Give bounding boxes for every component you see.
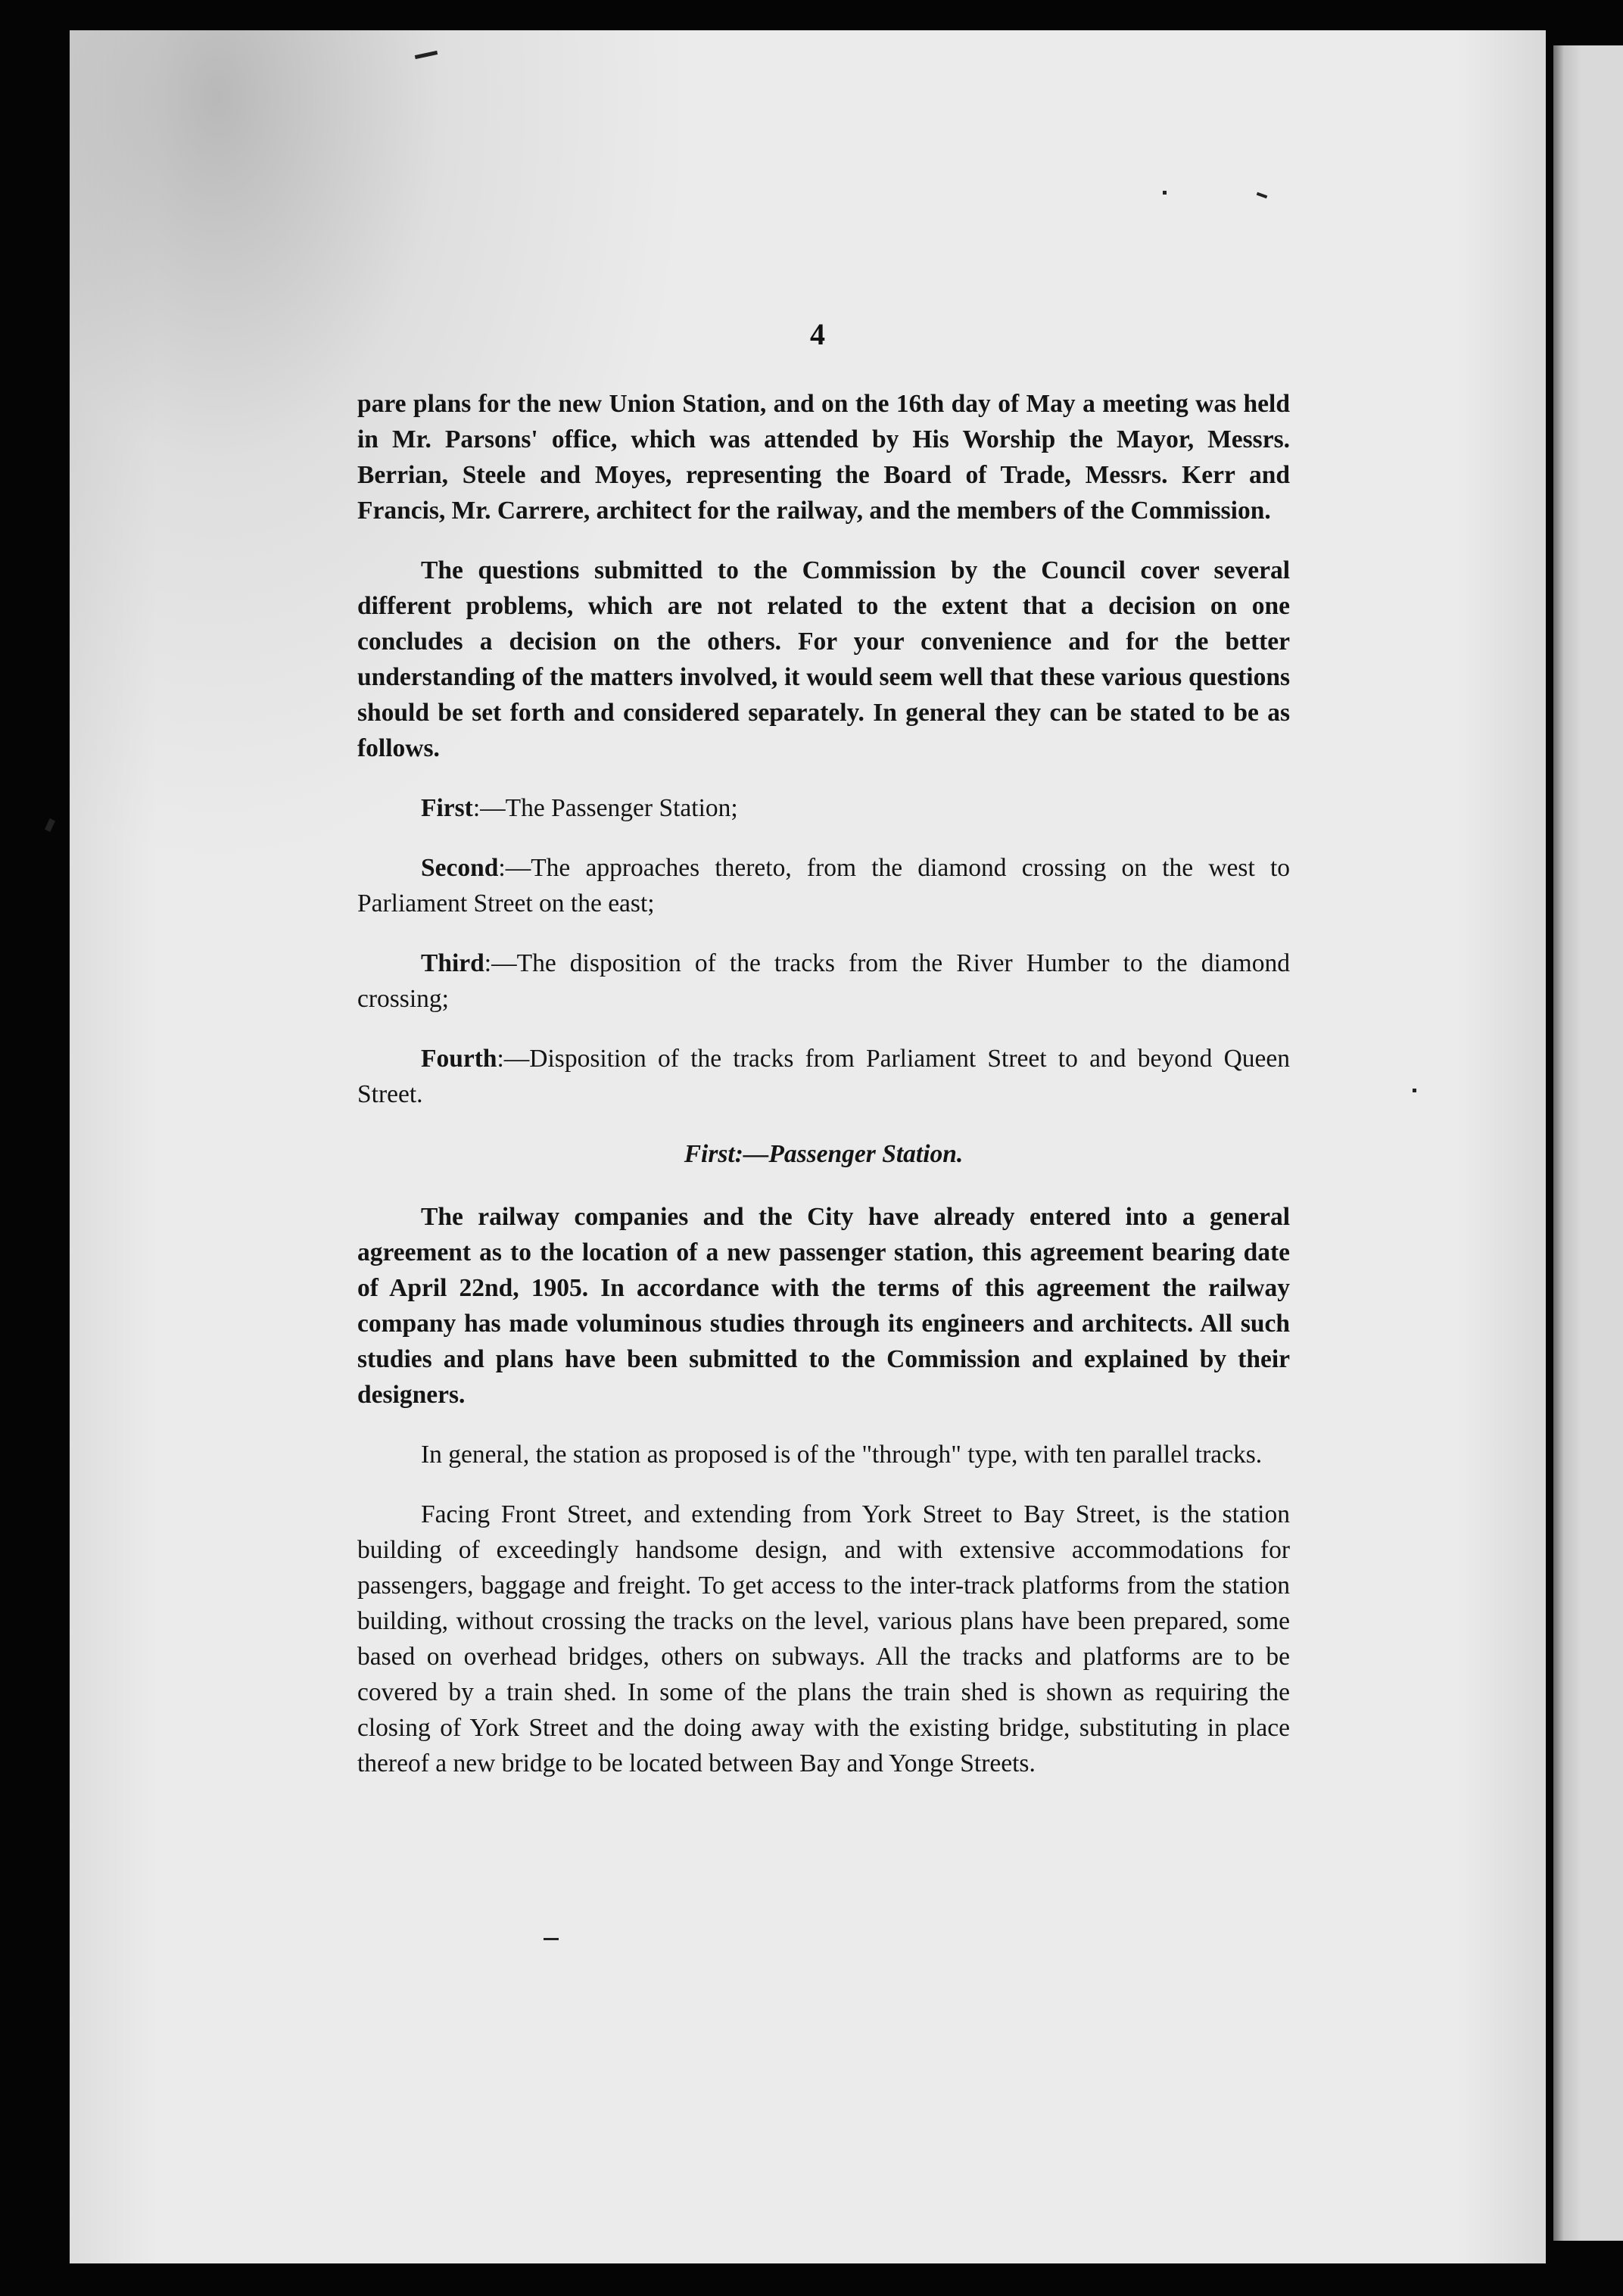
list-item-lead: First	[421, 794, 473, 822]
list-item-text: :—The disposition of the tracks from the River Humber to the diamond crossing;	[357, 949, 1290, 1013]
paragraph-station-type: In general, the station as proposed is of the "through" type, with ten parallel tracks.	[421, 1441, 1263, 1469]
list-item-text: :—Disposition of the tracks from Parliament Street to and beyond Queen Street.	[357, 1045, 1290, 1108]
list-item-fourth	[357, 1041, 1290, 1112]
list-item-text: :—The approaches thereto, from the diamond crossing on the west to Parliament Street on the east;	[357, 854, 1290, 917]
paragraph-questions: The questions submitted to the Commission by the Council cover several different problems, which are not related to the extent that a decision on one concludes a decision on the others. For your convenience and for the better understanding of the matters involved, it would seem well that these various questions should be set forth and considered separately. In general they can be stated to be as follows.	[357, 556, 1290, 762]
section-heading: First:—Passenger Station.	[684, 1140, 964, 1168]
list-item-second	[357, 850, 1290, 921]
list-item-text: :—The Passenger Station;	[472, 794, 738, 822]
paragraph-meeting: pare plans for the new Union Station, and on the 16th day of May a meeting was held in Mr. Parsons' office, which was attended by His Worship the Mayor, Messrs. Berrian, Steele and Moyes, representing the Board of Trade, Messrs. Kerr and Francis, Mr. Carrere, architect for the railway, and the members of the Commission.	[357, 390, 1290, 525]
scan-speck	[1163, 191, 1167, 195]
scan-speck	[1413, 1089, 1416, 1092]
scan-speck	[544, 1938, 559, 1940]
document-body	[357, 386, 1290, 1805]
list-item-lead: Second	[421, 854, 499, 882]
list-item-third	[357, 946, 1290, 1017]
paragraph-agreement: The railway companies and the City have already entered into a general agreement as to the location of a new passenger station, this agreement bearing date of April 22nd, 1905. In accordance with the terms of this agreement the railway company has made voluminous studies through its engineers and architects. All such studies and plans have been submitted to the Commission and explained by their designers.	[357, 1203, 1290, 1409]
list-item-lead: Third	[421, 949, 484, 977]
paragraph-station-building: Facing Front Street, and extending from York Street to Bay Street, is the station building of exceedingly handsome design, and with extensive accommodations for passengers, baggage and freight. To get access to the inter-track platforms from the station building, without crossing the tracks on the level, various plans have been prepared, some based on overhead bridges, others on subways. All the tracks and platforms are to be covered by a train shed. In some of the plans the train shed is shown as requiring the closing of York Street and the doing away with the existing bridge, substituting in place thereof a new bridge to be located between Bay and Yonge Streets.	[357, 1500, 1290, 1777]
page-number: 4	[810, 317, 825, 351]
list-item-lead: Fourth	[421, 1045, 497, 1073]
list-item-first	[357, 790, 1290, 826]
adjacent-page-edge	[1553, 45, 1623, 2241]
